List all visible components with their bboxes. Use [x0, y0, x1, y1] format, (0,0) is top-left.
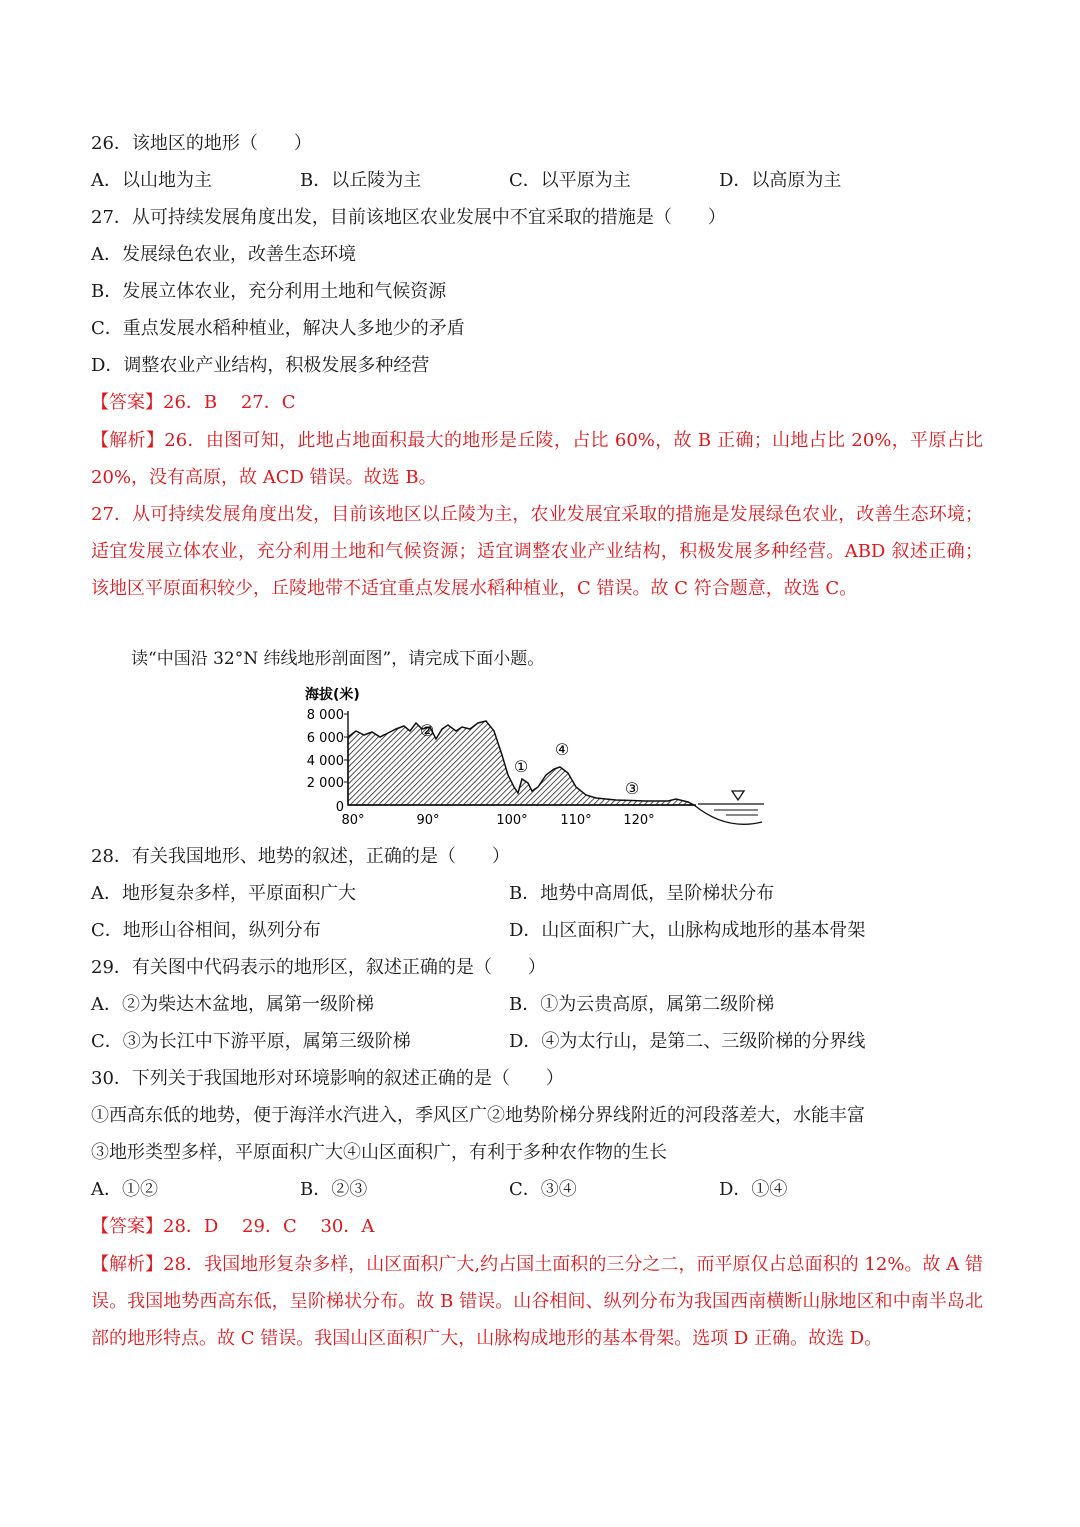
- analysis-27: 27．从可持续发展角度出发，目前该地区以丘陵为主，农业发展宜采取的措施是发展绿色农业，改善生态环境；适宜发展立体农业，充分利用土地和气候资源；适宜调整农业产业结构，积极发展多种经营。ABD 叙述正确；该地区平原面积较少，丘陵地带不适宜重点发展水稻种植业，C 错误。故 C 符合题意，故选 C。: [91, 504, 983, 599]
- marker-1: ①: [513, 757, 529, 776]
- analysis-label: 【解析】: [91, 1254, 164, 1275]
- q30-statement-line-2: ③地形类型多样，平原面积广大④山区面积广，有利于多种农作物的生长: [91, 1142, 667, 1163]
- q27-option-d: D．调整农业产业结构，积极发展多种经营: [91, 355, 430, 376]
- x-tick-80: 80°: [341, 813, 365, 828]
- y-tick-0: 0: [335, 800, 344, 815]
- analysis-28: [91, 1246, 983, 1357]
- analysis-28-text: 28．我国地形复杂多样，山区面积广大,约占国土面积的三分之二，而平原仅占总面积的 12%。故 A 错误。我国地势西高东低，呈阶梯状分布。故 B 错误。山谷相间、纵列分布为我国西南横断山脉地区和中南半岛北部的地形特点。故 C 错误。我国山区面积广大，山脉构成地形的基本骨架。选项 D 正确。故选 D。: [91, 1254, 984, 1349]
- terrain-profile-figure: [296, 683, 771, 831]
- q30-statement-line-1: ①西高东低的地势，便于海洋水汽进入，季风区广②地势阶梯分界线附近的河段落差大，水能丰富: [91, 1105, 865, 1126]
- q28-option-c: C．地形山谷相间，纵列分布: [91, 920, 321, 941]
- q29-option-d: D．④为太行山，是第二、三级阶梯的分界线: [509, 1031, 866, 1052]
- answer-block-1: [91, 392, 296, 414]
- q26-option-b: B．以丘陵为主: [300, 170, 422, 191]
- q26-option-d: D．以高原为主: [719, 170, 842, 191]
- x-tick-110: 110°: [560, 813, 592, 828]
- q26-stem: 26．该地区的地形（ ）: [91, 133, 312, 154]
- answer-text: 26．B 27．C: [163, 392, 296, 413]
- answer-text: 28．D 29．C 30．A: [163, 1216, 375, 1237]
- q29-option-b: B．①为云贵高原，属第二级阶梯: [509, 994, 775, 1015]
- q27-stem: 27．从可持续发展角度出发，目前该地区农业发展中不宜采取的措施是（ ）: [91, 207, 726, 228]
- answer-block-2: [91, 1216, 374, 1238]
- sea-level-marker-icon: [732, 791, 744, 800]
- analysis-26: [91, 422, 983, 496]
- q27-option-a: A．发展绿色农业，改善生态环境: [91, 244, 356, 265]
- marker-3: ③: [624, 779, 640, 798]
- q28-stem: 28．有关我国地形、地势的叙述，正确的是（ ）: [91, 846, 510, 867]
- y-axis-label: 海拔(米): [305, 687, 360, 703]
- q30-option-c: C．③④: [509, 1179, 577, 1200]
- q27-option-b: B．发展立体农业，充分利用土地和气候资源: [91, 281, 447, 302]
- q30-option-d: D．①④: [719, 1179, 788, 1200]
- q26-option-c: C．以平原为主: [509, 170, 631, 191]
- q29-option-a: A．②为柴达木盆地，属第一级阶梯: [91, 994, 374, 1015]
- x-tick-90: 90°: [416, 813, 440, 828]
- x-tick-100: 100°: [496, 813, 528, 828]
- analysis-26-text: 26．由图可知，此地占地面积最大的地形是丘陵，占比 60%，故 B 正确；山地占比 20%，平原占比 20%，没有高原，故 ACD 错误。故选 B。: [91, 430, 984, 488]
- q28-option-a: A．地形复杂多样，平原面积广大: [91, 883, 356, 904]
- y-tick-8000: 8 000: [306, 708, 344, 723]
- analysis-label: 【解析】: [91, 430, 165, 451]
- marker-4: ④: [554, 740, 570, 759]
- q30-option-b: B．②③: [300, 1179, 368, 1200]
- q29-stem: 29．有关图中代码表示的地形区，叙述正确的是（ ）: [91, 957, 546, 978]
- answer-label: 【答案】: [91, 1216, 163, 1237]
- x-tick-120: 120°: [623, 813, 655, 828]
- y-tick-6000: 6 000: [306, 731, 344, 746]
- q28-option-d: D．山区面积广大，山脉构成地形的基本骨架: [509, 920, 866, 941]
- y-tick-4000: 4 000: [306, 754, 344, 769]
- q30-stem: 30．下列关于我国地形对环境影响的叙述正确的是（ ）: [91, 1068, 564, 1089]
- q29-option-c: C．③为长江中下游平原，属第三级阶梯: [91, 1031, 411, 1052]
- q26-option-a: A．以山地为主: [91, 170, 212, 191]
- figure-caption: 读“中国沿 32°N 纬线地形剖面图”，请完成下面小题。: [131, 649, 545, 669]
- q28-option-b: B．地势中高周低，呈阶梯状分布: [509, 883, 775, 904]
- y-tick-2000: 2 000: [306, 776, 344, 791]
- q27-option-c: C．重点发展水稻种植业，解决人多地少的矛盾: [91, 318, 465, 339]
- marker-2: ②: [419, 721, 435, 740]
- answer-label: 【答案】: [91, 392, 163, 413]
- q30-option-a: A．①②: [91, 1179, 158, 1200]
